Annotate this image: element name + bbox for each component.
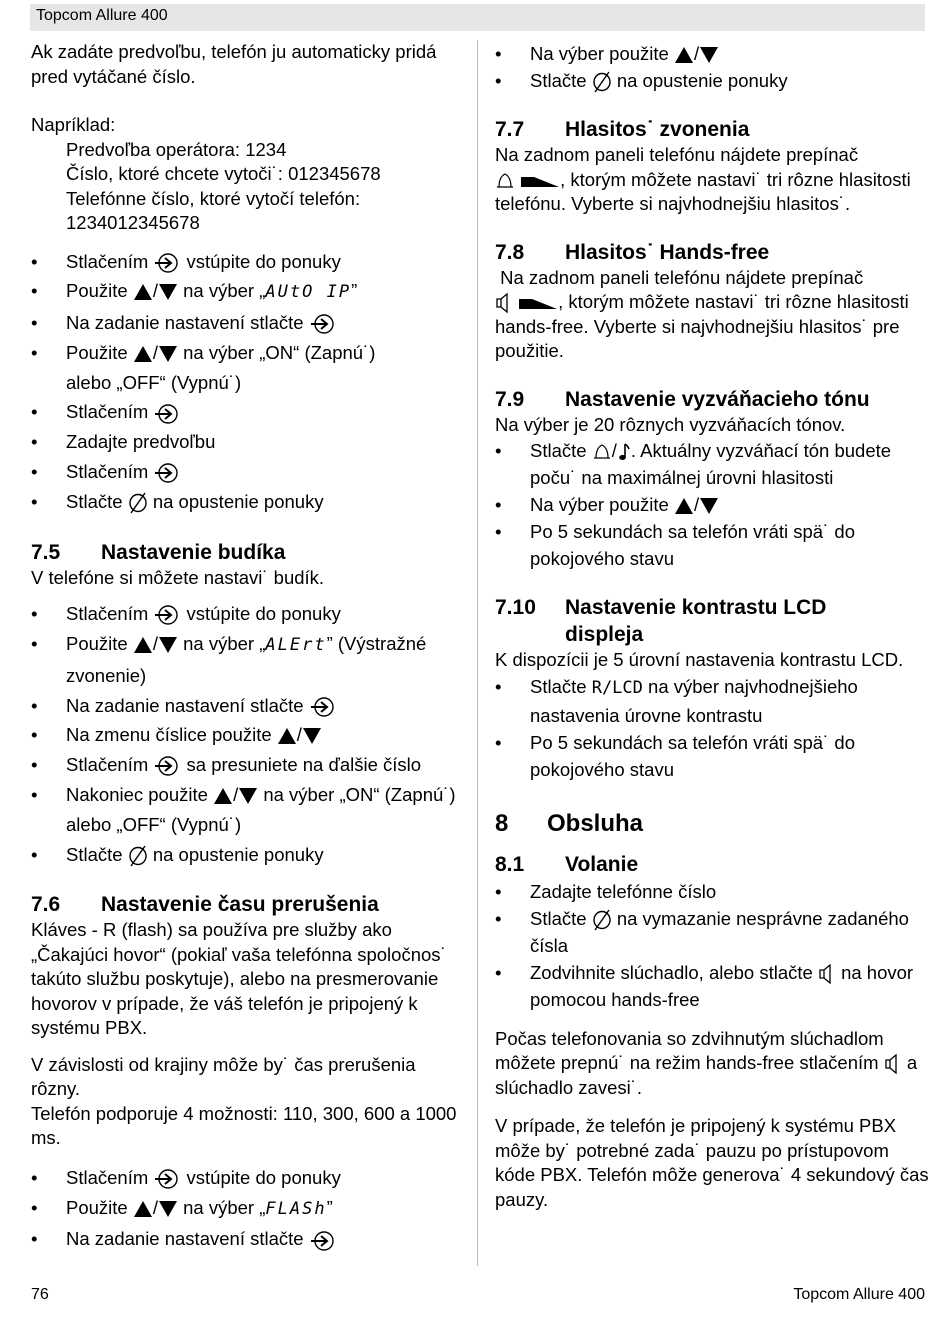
list-item: • Stlačte na opustenie ponuky xyxy=(31,487,461,517)
section-heading-7-10: 7.10 Nastavenie kontrastu LCD displeja xyxy=(495,596,827,646)
up-arrow-icon xyxy=(213,787,233,805)
list-item: • Zodvihnite slúchadlo, alebo stlačte na hovor pomocou hands-free xyxy=(495,959,930,1013)
list-item: • Stlačte na vymazanie nesprávne zadaného čísla xyxy=(495,905,930,959)
menu-key-icon xyxy=(309,696,337,718)
intro-paragraph: Ak zadáte predvoľbu, telefón ju automaticky pridá pred vytáčané číslo. xyxy=(31,41,437,87)
speaker-icon xyxy=(495,292,513,314)
bell-icon xyxy=(592,442,612,462)
list-item: • Použite / na výber „ON“ (Zapnú˙) alebo „OFF“ (Vypnú˙) xyxy=(31,338,461,398)
section-heading-7-7: 7.7 Hlasitos˙ zvonenia xyxy=(495,118,750,141)
list-item: • Stlačte na opustenie ponuky xyxy=(495,67,930,94)
cancel-key-icon xyxy=(128,492,148,514)
list-item: • Na zmenu číslice použite / xyxy=(31,720,461,750)
menu-key-icon xyxy=(153,462,181,484)
cancel-key-icon xyxy=(128,845,148,867)
list-item: • Na zadanie nastavení stlačte xyxy=(31,691,461,721)
list-item: • Na zadanie nastavení stlačte xyxy=(31,308,461,338)
list-item: • Stlačte R/LCD na výber najvhodnejšieho nastavenia úrovne kontrastu xyxy=(495,673,930,729)
list-item: • Stlačením vstúpite do ponuky xyxy=(31,1163,461,1193)
list-item: • Nakoniec použite / na výber „ON“ (Zapnú˙) alebo „OFF“ (Vypnú˙) xyxy=(31,780,461,840)
list-item: • Stlačením sa presuniete na ďalšie číslo xyxy=(31,750,461,780)
example-line: Predvoľba operátora: 1234 xyxy=(66,138,287,160)
page-header xyxy=(30,4,925,31)
continued-steps-list xyxy=(495,40,930,94)
up-arrow-icon xyxy=(674,497,694,515)
section-text: Na zadnom paneli telefónu nájdete prepínač , ktorým môžete nastavi˙ tri rôzne hlasitosti hands-free. Vyberte si najvhodnejšiu hlasitos˙ pre použitie. xyxy=(495,266,909,361)
section-text: Na výber je 20 rôznych vyzváňacích tónov. xyxy=(495,413,846,435)
section-text: Telefón podporuje 4 možnosti: 110, 300, 600 a 1000 ms. xyxy=(31,1102,457,1149)
example-line: 1234012345678 xyxy=(66,212,200,233)
section-text: V závislosti od krajiny môže by˙ čas prerušenia rôzny. xyxy=(31,1053,416,1100)
up-arrow-icon xyxy=(133,345,153,363)
list-item: • Na výber použite / xyxy=(495,40,930,67)
list-item: • Použite / na výber „ALErt” (Výstražné zvonenie) xyxy=(31,629,461,691)
list-item: • Použite / na výber „FLASh” xyxy=(31,1193,461,1225)
section-text: Kláves - R (flash) sa používa pre služby ako „Čakajúci hovor“ (pokiaľ vaša telefónna spoločnos˙ takúto službu poskytuje), alebo na presmerovanie hovorov v prípade, že váš telefón je pripojený k systému PBX. xyxy=(31,919,447,1039)
section-heading-7-5: 7.5 Nastavenie budíka xyxy=(31,540,286,564)
section-heading-7-9: 7.9 Nastavenie vyzváňacieho tónu xyxy=(495,387,870,411)
list-item: • Stlačte na opustenie ponuky xyxy=(31,840,461,870)
prefix-steps-list xyxy=(31,247,461,517)
menu-key-icon xyxy=(153,252,181,274)
lcd-key-label: R/LCD xyxy=(591,677,643,698)
up-arrow-icon xyxy=(133,636,153,654)
volume-ramp-icon xyxy=(520,174,560,188)
section-text: V prípade, že telefón je pripojený k systému PBX môže by˙ potrebné zada˙ pauzu po prístupovom kóde PBX. Telefón môže generova˙ 4 sekundový čas pauzy. xyxy=(495,1115,929,1210)
section-heading-8: 8 Obsluha xyxy=(495,809,644,837)
cancel-key-icon xyxy=(592,909,612,931)
example-label: Napríklad: xyxy=(31,114,116,135)
down-arrow-icon xyxy=(302,727,322,745)
page-number: 76 xyxy=(31,1286,49,1303)
ringtone-steps-list xyxy=(495,437,930,572)
list-item: • Stlačte / . Aktuálny vyzváňací tón budete poču˙ na maximálnej úrovni hlasitosti xyxy=(495,437,930,491)
section-text: Počas telefonovania so zdvihnutým slúchadlom môžete prepnú˙ na režim hands-free stlačením a slúchadlo zavesi˙. xyxy=(495,1027,918,1098)
call-steps-list xyxy=(495,878,930,1013)
menu-key-icon xyxy=(153,755,181,777)
speaker-icon xyxy=(884,1053,902,1075)
up-arrow-icon xyxy=(277,727,297,745)
up-arrow-icon xyxy=(133,1200,153,1218)
left-column xyxy=(31,40,461,1254)
list-item: • Stlačením vstúpite do ponuky xyxy=(31,247,461,277)
down-arrow-icon xyxy=(158,636,178,654)
music-note-icon xyxy=(617,442,631,462)
lcd-text: AUtO IP xyxy=(265,282,352,303)
up-arrow-icon xyxy=(674,46,694,64)
bell-icon xyxy=(495,171,515,191)
list-item: • Na výber použite / xyxy=(495,491,930,518)
cancel-key-icon xyxy=(592,71,612,93)
list-item: • Na zadanie nastavení stlačte xyxy=(31,1224,461,1254)
volume-ramp-icon xyxy=(518,296,558,310)
down-arrow-icon xyxy=(699,497,719,515)
section-text: K dispozícii je 5 úrovní nastavenia kontrastu LCD. xyxy=(495,649,904,670)
down-arrow-icon xyxy=(158,283,178,301)
column-divider xyxy=(477,40,478,1266)
header-title: Topcom Allure 400 xyxy=(36,7,168,24)
down-arrow-icon xyxy=(238,787,258,805)
section-heading-8-1: 8.1 Volanie xyxy=(495,852,639,876)
list-item: • Zadajte telefónne číslo xyxy=(495,878,930,905)
list-item: • Použite / na výber „AUtO IP” xyxy=(31,276,461,308)
list-item: • Stlačením xyxy=(31,457,461,487)
menu-key-icon xyxy=(309,1230,337,1252)
up-arrow-icon xyxy=(133,283,153,301)
example-line: Číslo, ktoré chcete vytoči˙: 012345678 xyxy=(66,163,381,184)
section-text: Na zadnom paneli telefónu nájdete prepínač , ktorým môžete nastavi˙ tri rôzne hlasitosti telefónu. Vyberte si najvhodnejšiu hlasitos˙. xyxy=(495,144,911,214)
list-item: • Po 5 sekundách sa telefón vráti spä˙ do pokojového stavu xyxy=(495,729,930,783)
list-item: • Stlačením vstúpite do ponuky xyxy=(31,599,461,629)
menu-key-icon xyxy=(153,1168,181,1190)
lcd-text: FLASh xyxy=(265,1198,327,1219)
list-item: • Po 5 sekundách sa telefón vráti spä˙ do pokojového stavu xyxy=(495,518,930,572)
menu-key-icon xyxy=(153,403,181,425)
footer-title: Topcom Allure 400 xyxy=(793,1286,925,1303)
section-heading-7-8: 7.8 Hlasitos˙ Hands-free xyxy=(495,240,770,264)
lcd-text: ALErt xyxy=(265,634,327,655)
speaker-icon xyxy=(818,963,836,985)
menu-key-icon xyxy=(153,604,181,626)
down-arrow-icon xyxy=(158,345,178,363)
menu-key-icon xyxy=(309,313,337,335)
down-arrow-icon xyxy=(699,46,719,64)
list-item: • Stlačením xyxy=(31,397,461,427)
down-arrow-icon xyxy=(158,1200,178,1218)
contrast-steps-list xyxy=(495,673,930,783)
example-line: Telefónne číslo, ktoré vytočí telefón: xyxy=(66,187,361,209)
section-heading-7-6: 7.6 Nastavenie času prerušenia xyxy=(31,893,379,917)
list-item: • Zadajte predvoľbu xyxy=(31,427,461,457)
right-column xyxy=(495,40,930,1212)
section-text: V telefóne si môžete nastavi˙ budík. xyxy=(31,566,325,588)
alarm-steps-list xyxy=(31,599,461,869)
flash-steps-list xyxy=(31,1163,461,1254)
